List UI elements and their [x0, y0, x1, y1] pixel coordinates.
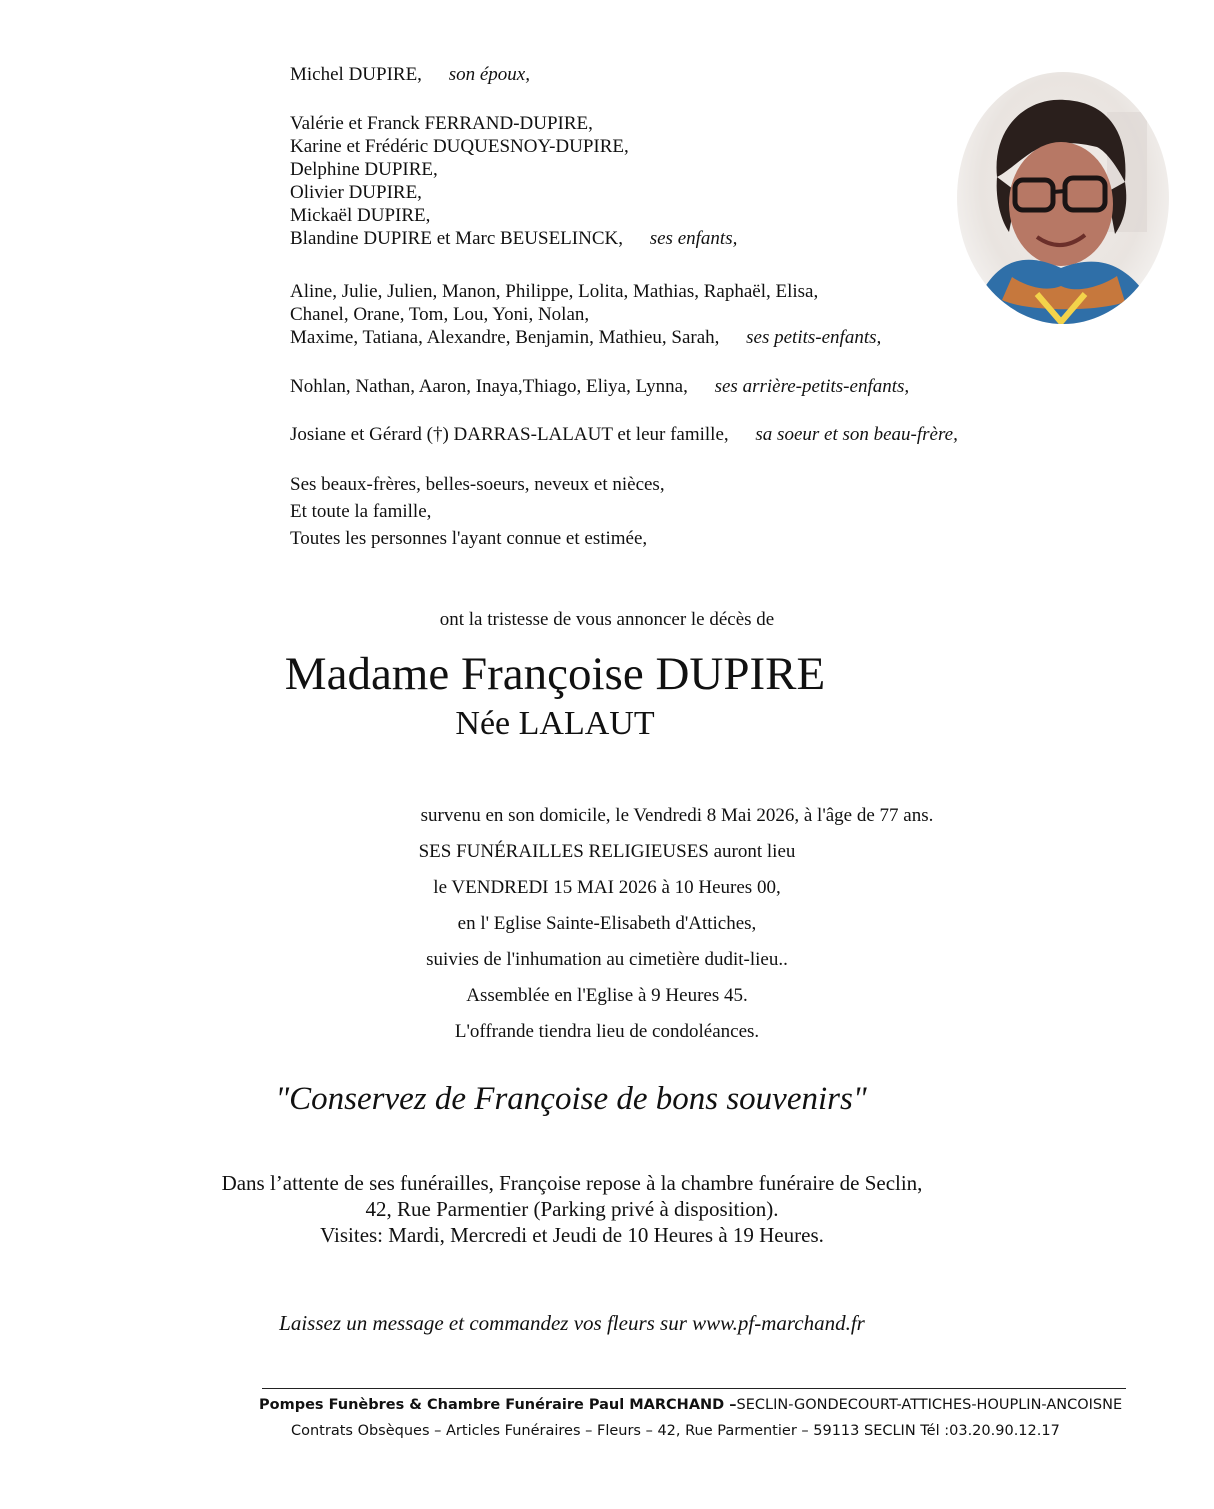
children-item: Delphine DUPIRE,: [290, 159, 438, 180]
grandchildren-line: Chanel, Orane, Tom, Lou, Yoni, Nolan,: [290, 304, 590, 325]
others-list: [290, 471, 665, 552]
grandchildren-line-text: Maxime, Tatiana, Alexandre, Benjamin, Mathieu, Sarah,: [290, 327, 720, 348]
children-item-text: Blandine DUPIRE et Marc BEUSELINCK,: [290, 228, 623, 249]
announcement-text: ont la tristesse de vous annoncer le décès de: [439, 609, 775, 630]
grandchildren-list: [290, 280, 881, 349]
great-grandchildren-text: Nohlan, Nathan, Aaron, Inaya,Thiago, Eliya, Lynna,: [290, 376, 688, 397]
memorial-quote: "Conservez de Françoise de bons souvenirs": [275, 1081, 867, 1117]
rest-line: Visites: Mardi, Mercredi et Jeudi de 10 Heures à 19 Heures.: [320, 1223, 824, 1247]
portrait-drawing: [957, 72, 1169, 324]
children-list: [290, 112, 737, 250]
children-item-last: [290, 227, 737, 250]
footer-company: Pompes Funèbres & Chambre Funéraire Paul MARCHAND –: [259, 1397, 737, 1413]
footer-divider: [262, 1388, 1126, 1389]
online-message: Laissez un message et commandez vos fleurs sur www.pf-marchand.fr: [279, 1311, 865, 1335]
grandchildren-line: Aline, Julie, Julien, Manon, Philippe, Lolita, Mathias, Raphaël, Elisa,: [290, 281, 819, 302]
sibling-role: sa soeur et son beau-frère,: [755, 424, 958, 445]
footer-company-line: [259, 1395, 1122, 1415]
portrait-photo: [957, 72, 1169, 324]
children-item: Olivier DUPIRE,: [290, 182, 422, 203]
others-line: Ses beaux-frères, belles-soeurs, neveux et nièces,: [290, 474, 665, 495]
children-role: ses enfants,: [649, 228, 738, 249]
children-item: Mickaël DUPIRE,: [290, 205, 431, 226]
others-line: Toutes les personnes l'ayant connue et estimée,: [290, 528, 648, 549]
great-grandchildren-role: ses arrière-petits-enfants,: [714, 376, 910, 397]
detail-line: le VENDREDI 15 MAI 2026 à 10 Heures 00,: [433, 877, 781, 898]
spouse-role: son époux,: [448, 64, 530, 85]
sibling-text: Josiane et Gérard (†) DARRAS-LALAUT et leur famille,: [290, 424, 729, 445]
detail-line: L'offrande tiendra lieu de condoléances.: [454, 1021, 760, 1042]
grandchildren-line-last: [290, 326, 881, 349]
rest-line: Dans l’attente de ses funérailles, Françoise repose à la chambre funéraire de Seclin,: [221, 1171, 923, 1195]
grandchildren-role: ses petits-enfants,: [746, 327, 882, 348]
rest-info: [0, 1170, 1179, 1248]
detail-line: en l' Eglise Sainte-Elisabeth d'Attiches,: [457, 913, 757, 934]
footer-locations: SECLIN-GONDECOURT-ATTICHES-HOUPLIN-ANCOISNE: [736, 1397, 1123, 1413]
children-item: Valérie et Franck FERRAND-DUPIRE,: [290, 113, 593, 134]
spouse-name: Michel DUPIRE,: [290, 64, 422, 85]
funeral-details: [70, 798, 1214, 1050]
others-line: Et toute la famille,: [290, 501, 432, 522]
deceased-name: Madame Françoise DUPIRE: [284, 648, 826, 700]
detail-line: SES FUNÉRAILLES RELIGIEUSES auront lieu: [418, 841, 796, 862]
detail-line: suivies de l'inhumation au cimetière dudit-lieu..: [426, 949, 788, 970]
sibling-line: [290, 423, 958, 446]
deceased-maiden-name: Née LALAUT: [455, 705, 655, 742]
detail-line: survenu en son domicile, le Vendredi 8 Mai 2026, à l'âge de 77 ans.: [420, 805, 934, 826]
great-grandchildren-line: [290, 375, 909, 398]
rest-line: 42, Rue Parmentier (Parking privé à disposition).: [365, 1197, 779, 1221]
spouse-line: [290, 63, 530, 86]
footer-contact: Contrats Obsèques – Articles Funéraires – Fleurs – 42, Rue Parmentier – 59113 SECLIN Tél :03.20.90.12.17: [291, 1423, 1060, 1439]
children-item: Karine et Frédéric DUQUESNOY-DUPIRE,: [290, 136, 629, 157]
detail-line: Assemblée en l'Eglise à 9 Heures 45.: [466, 985, 748, 1006]
